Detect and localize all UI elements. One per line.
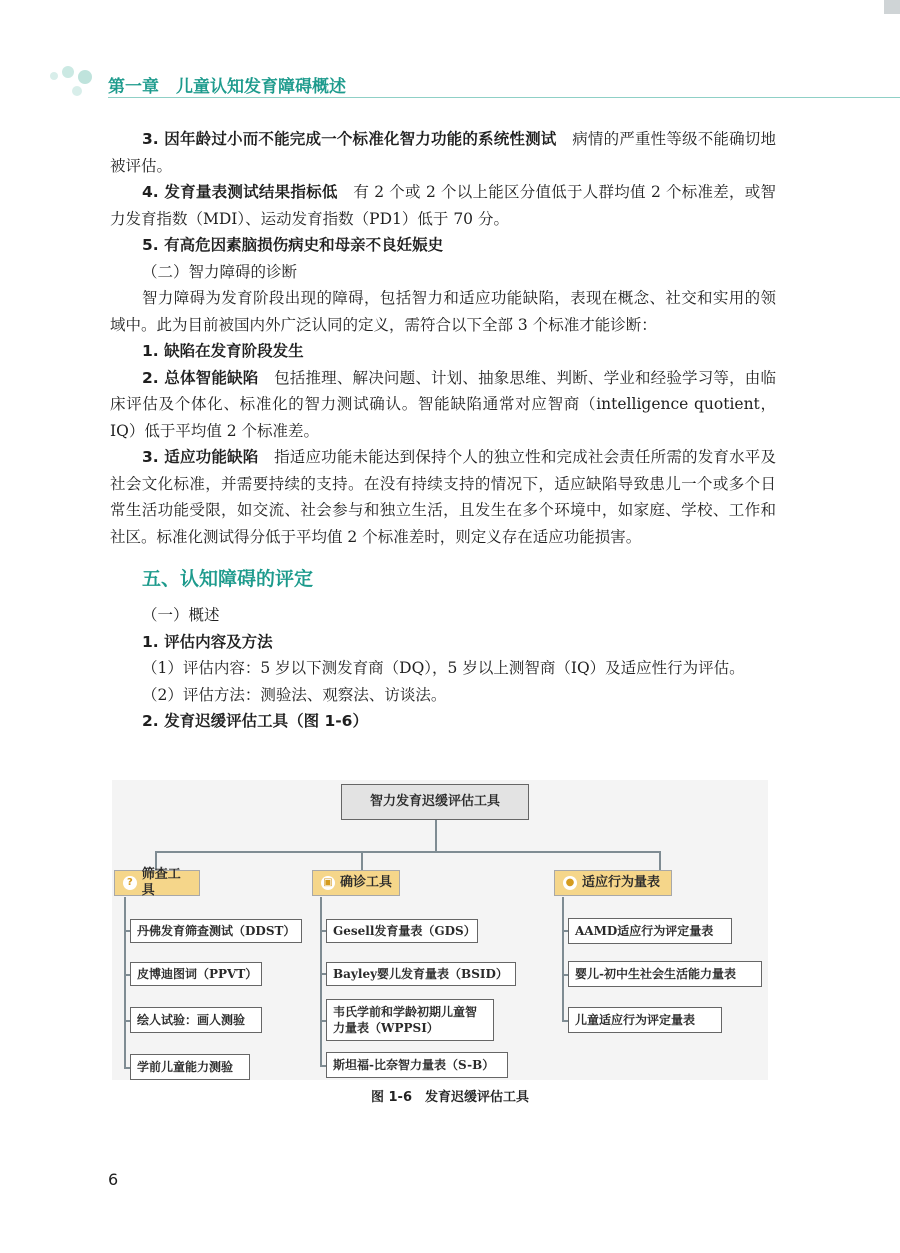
item-body: 包括推理、解决问题、计划、抽象思维、判断、学业和经验学习等，由临床评估及个体化、标准化的智力测试确认。智能缺陷通常对应智商（intelligence quotient，IQ）低于平均值 2 个标准差。 [110,368,776,440]
tool-item: 婴儿-初中生社会生活能力量表 [568,961,762,987]
item-body: 指适应功能未能达到保持个人的独立性和完成社会责任所需的发育水平及社会文化标准，并需要持续的支持。在没有持续支持的情况下，适应缺陷导致患儿一个或多个日常生活功能受限，如交流、社会参与和独立生活，且发生在多个环境中，如家庭、学校、工作和社区。标准化测试得分低于平均值 2 个标准差时，则定义存在适应功能损害。 [110,448,776,546]
item-heading: 3. 因年龄过小而不能完成一个标准化智力功能的系统性测试 [142,130,557,148]
body-text [110,126,776,735]
tool-item: 绘人试验：画人测验 [130,1007,262,1033]
connector [124,897,126,1069]
person-icon: ● [563,876,577,890]
paragraph [110,232,776,259]
assessment-tools-diagram [112,780,768,1080]
paragraph [110,444,776,550]
item-heading: 2. 总体智能缺陷 [142,368,259,387]
item-heading: 1. 评估内容及方法 [142,632,273,651]
tool-item: 丹佛发育筛查测试（DDST） [130,919,302,943]
connector [562,897,564,1021]
decor-dot [62,66,74,78]
category-label: 筛查工具 [141,867,181,898]
tool-item: 儿童适应行为评定量表 [568,1007,722,1033]
root-node: 智力发育迟缓评估工具 [341,784,529,820]
question-icon: ? [123,876,137,890]
paragraph: （2）评估方法：测验法、观察法、访谈法。 [142,685,447,704]
tool-item: Bayley婴儿发育量表（BSID） [326,962,516,986]
section-title: 五、认知障碍的评定 [142,568,314,590]
page-number: 6 [108,1170,119,1189]
decor-dot [78,70,92,84]
paragraph [110,179,776,232]
corner-mark [884,0,900,14]
tool-item: Gesell发育量表（GDS） [326,919,478,943]
paragraph [110,338,776,365]
item-heading: 4. 发育量表测试结果指标低 [142,183,338,201]
chapter-header: 第一章 儿童认知发育障碍概述 [108,77,346,97]
lock-icon: ▣ [321,876,335,890]
decor-dot [50,72,58,80]
decor-dot [72,86,82,96]
tool-item: 韦氏学前和学龄初期儿童智力量表（WPPSI） [326,999,494,1041]
connector [320,897,322,1067]
item-heading: 1. 缺陷在发育阶段发生 [142,342,304,360]
paragraph: （1）评估内容：5 岁以下测发育商（DQ），5 岁以上测智商（IQ）及适应性行为评估。 [142,659,745,677]
category-adaptive [554,870,672,896]
connector [361,851,363,870]
item-heading: 2. 发育迟缓评估工具（图 1-6） [142,712,368,730]
item-heading: 5. 有高危因素脑损伤病史和母亲不良妊娠史 [142,236,444,254]
paragraph [110,126,776,179]
category-label: 确诊工具 [340,875,393,890]
item-body: 病情的严重性等级不能确切地被评估。 [110,130,776,175]
figure-caption: 图 1-6 发育迟缓评估工具 [370,1090,529,1105]
tool-item: AAMD适应行为评定量表 [568,918,732,944]
item-body: 有 2 个或 2 个以上能区分值低于人群均值 2 个标准差，或智力发育指数（MDI）、运动发育指数（PD1）低于 70 分。 [110,183,776,228]
category-label: 适应行为量表 [582,875,661,890]
paragraph [110,365,776,445]
tool-item: 学前儿童能力测验 [130,1054,250,1080]
connector [155,851,661,853]
paragraph: 智力障碍为发育阶段出现的障碍，包括智力和适应功能缺陷，表现在概念、社交和实用的领域中。此为目前被国内外广泛认同的定义，需符合以下全部 3 个标准才能诊断： [110,289,776,334]
tool-item: 斯坦福-比奈智力量表（S-B） [326,1052,508,1078]
header-rule [108,97,900,98]
category-screening [114,867,200,898]
connector [435,820,437,852]
connector [659,851,661,870]
category-diagnostic [312,870,400,896]
tool-item: 皮博迪图词（PPVT） [130,962,262,986]
subheading: （二）智力障碍的诊断 [142,262,298,281]
item-heading: 3. 适应功能缺陷 [142,448,259,466]
subheading: （一）概述 [142,606,220,624]
